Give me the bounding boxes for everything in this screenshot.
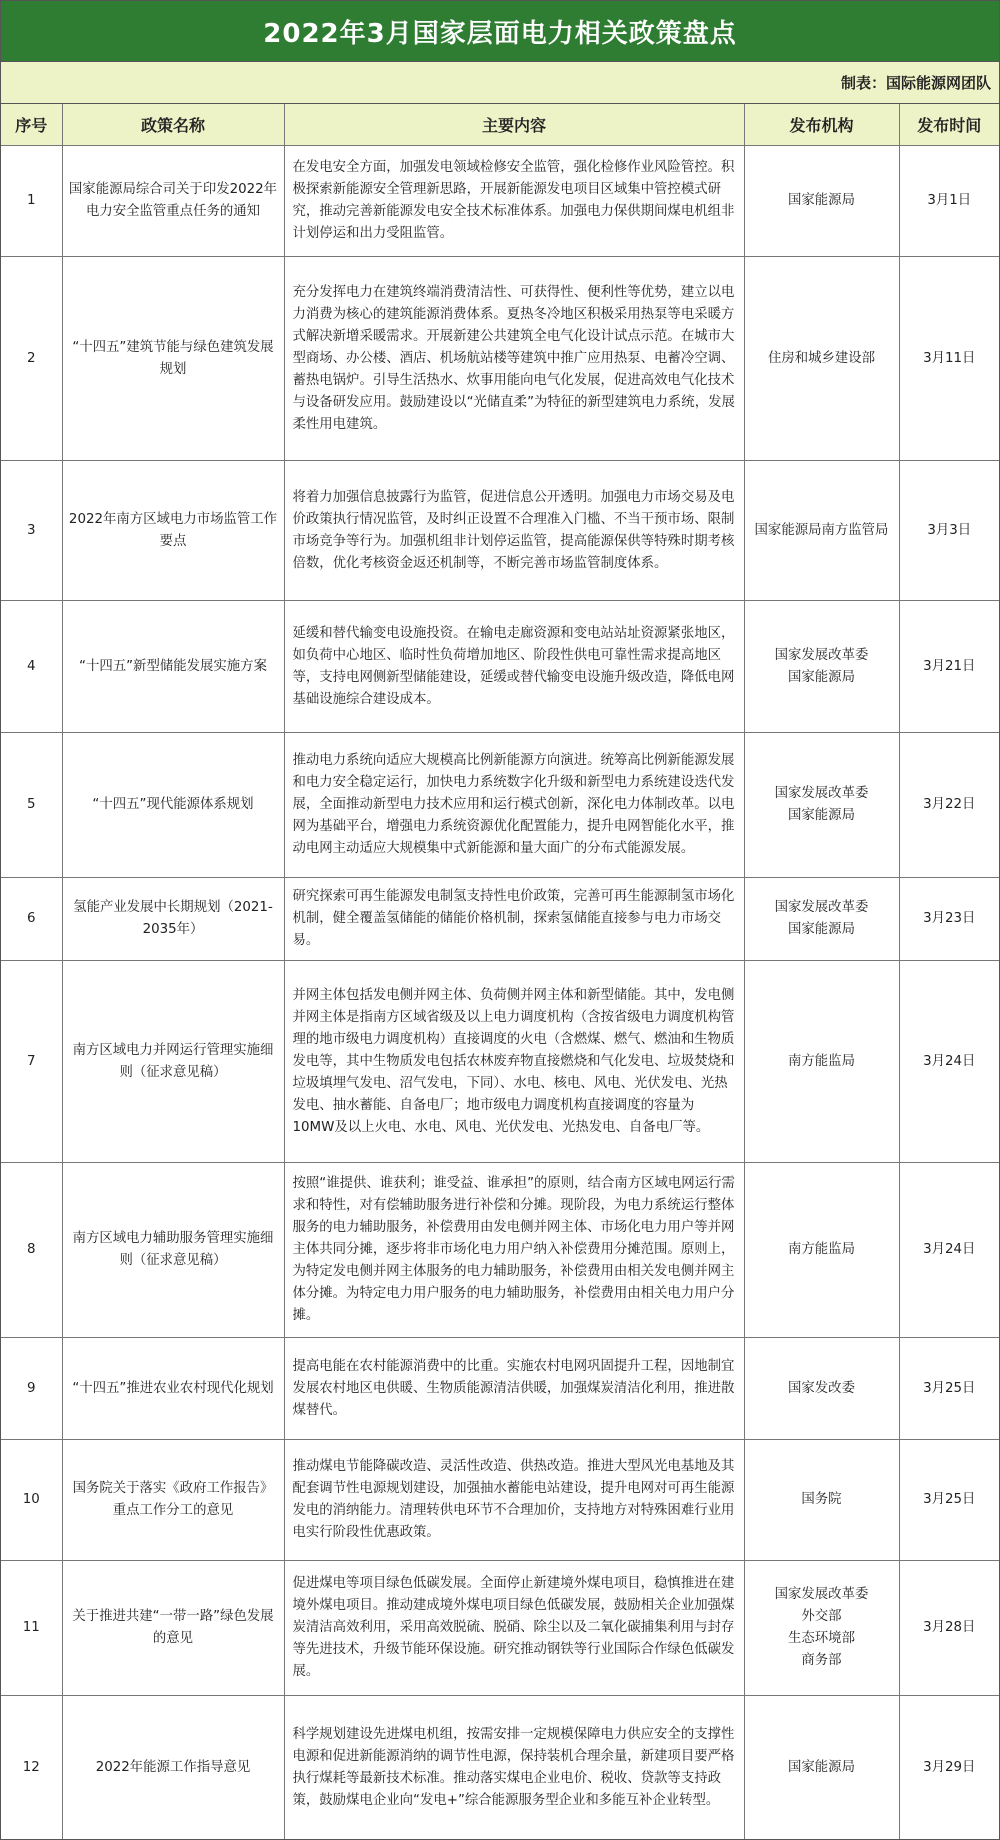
publishing-org [744,878,899,961]
policy-content: 科学规划建设先进煤电机组，按需安排一定规模保障电力供应安全的支撑性电源和促进新能源消纳的调节性电源，保持装机合理余量，新建项目要严格执行煤耗等最新技术标准。推动落实煤电企业电价、税收、贷款等支持政策，鼓励煤电企业向“发电+”综合能源服务型企业和多能互补企业转型。 [284,1696,744,1840]
org-name: 南方能监局 [788,1053,855,1069]
row-index: 7 [1,961,62,1163]
policy-content: 并网主体包括发电侧并网主体、负荷侧并网主体和新型储能。其中，发电侧并网主体是指南方区域省级及以上电力调度机构（含按省级电力调度机构管理的地市级电力调度机构）直接调度的火电（含燃煤、燃气、燃油和生物质发电等，其中生物质发电包括农林废弃物直接燃烧和气化发电、垃圾焚烧和垃圾填埋气发电、沼气发电，下同）、水电、核电、风电、光伏发电、光热发电、抽水蓄能、自备电厂；地市级电力调度机构直接调度的容量为10MW及以上火电、水电、风电、光伏发电、光热发电、自备电厂等。 [284,961,744,1163]
org-name: 国家发展改革委 [774,647,869,663]
policy-content: 按照“谁提供、谁获利；谁受益、谁承担”的原则，结合南方区域电网运行需求和特性，对有偿辅助服务进行补偿和分摊。现阶段，为电力系统运行整体服务的电力辅助服务，补偿费用由发电侧并网主体、市场化电力用户等并网主体共同分摊，逐步将非市场化电力用户纳入补偿费用分摊范围。原则上，为特定发电侧并网主体服务的电力辅助服务，补偿费用由相关发电侧并网主体分摊。为特定电力用户服务的电力辅助服务，补偿费用由相关电力用户分摊。 [284,1163,744,1338]
publishing-org [744,461,899,601]
table-row [1,733,999,878]
policy-content: 充分发挥电力在建筑终端消费清洁性、可获得性、便利性等优势，建立以电力消费为核心的建筑能源消费体系。夏热冬冷地区积极采用热泵等电采暖方式解决新增采暖需求。开展新建公共建筑全电气化设计试点示范。在城市大型商场、办公楼、酒店、机场航站楼等建筑中推广应用热泵、电蓄冷空调、蓄热电锅炉。引导生活热水、炊事用能向电气化发展，促进高效电气化技术与设备研发应用。鼓励建设以“光储直柔”为特征的新型建筑电力系统，发展柔性用电建筑。 [284,257,744,461]
policy-content: 推动电力系统向适应大规模高比例新能源方向演进。统筹高比例新能源发展和电力安全稳定运行，加快电力系统数字化升级和新型电力系统建设迭代发展，全面推动新型电力技术应用和运行模式创新，深化电力体制改革。以电网为基础平台，增强电力系统资源优化配置能力，提升电网智能化水平，推动电网主动适应大规模集中式新能源和量大面广的分布式能源发展。 [284,733,744,878]
header-content: 主要内容 [284,104,744,146]
publish-date: 3月23日 [899,878,999,961]
policy-content: 将着力加强信息披露行为监管，促进信息公开透明。加强电力市场交易及电价政策执行情况监管，及时纠正设置不合理准入门槛、不当干预市场、限制市场竞争等行为。加强机组非计划停运监管，提高能源保供等特殊时期考核倍数，优化考核资金返还机制等，不断完善市场监管制度体系。 [284,461,744,601]
row-index: 3 [1,461,62,601]
table-body [1,146,999,1840]
org-name: 国务院 [801,1492,842,1507]
row-index: 10 [1,1440,62,1561]
policy-name: 国家能源局综合司关于印发2022年电力安全监管重点任务的通知 [62,146,284,257]
table-row [1,461,999,601]
org-name: 国家发展改革委 [774,1587,869,1602]
publishing-org [744,1696,899,1840]
policy-name: 氢能产业发展中长期规划（2021-2035年） [62,878,284,961]
policy-content: 研究探索可再生能源发电制氢支持性电价政策，完善可再生能源制氢市场化机制，健全覆盖氢储能的储能价格机制，探索氢储能直接参与电力市场交易。 [284,878,744,961]
row-index: 2 [1,257,62,461]
publish-date: 3月28日 [899,1561,999,1696]
row-index: 5 [1,733,62,878]
policy-content: 在发电安全方面，加强发电领域检修安全监管，强化检修作业风险管控。积极探索新能源安全管理新思路，开展新能源发电项目区域集中管控模式研究，推动完善新能源发电安全技术标准体系。加强电力保供期间煤电机组非计划停运和出力受阻监管。 [284,146,744,257]
policy-name: “十四五”新型储能发展实施方案 [62,601,284,733]
publish-date: 3月11日 [899,257,999,461]
table-row [1,961,999,1163]
org-name: 国家能源局 [788,193,855,208]
row-index: 6 [1,878,62,961]
table-row [1,1163,999,1338]
table-row [1,1440,999,1561]
policy-name: “十四五”推进农业农村现代化规划 [62,1338,284,1440]
publishing-org [744,1561,899,1696]
publishing-org [744,961,899,1163]
header-index: 序号 [1,104,62,146]
policy-content: 推动煤电节能降碳改造、灵活性改造、供热改造。推进大型风光电基地及其配套调节性电源规划建设，加强抽水蓄能电站建设，提升电网对可再生能源发电的消纳能力。清理转供电环节不合理加价，支持地方对特殊困难行业用电实行阶段性优惠政策。 [284,1440,744,1561]
policy-name: 南方区域电力辅助服务管理实施细则（征求意见稿） [62,1163,284,1338]
org-name: 国家能源局 [788,808,855,823]
table-row [1,878,999,961]
publish-date: 3月25日 [899,1338,999,1440]
policy-content: 促进煤电等项目绿色低碳发展。全面停止新建境外煤电项目，稳慎推进在建境外煤电项目。推动建成境外煤电项目绿色低碳发展，鼓励相关企业加强煤炭清洁高效利用，采用高效脱硫、脱硝、除尘以及二氧化碳捕集利用与封存等先进技术，升级节能环保设施。研究推动钢铁等行业国际合作绿色低碳发展。 [284,1561,744,1696]
policy-content: 提高电能在农村能源消费中的比重。实施农村电网巩固提升工程，因地制宜发展农村地区电供暖、生物质能源清洁供暖，加强煤炭清洁化利用，推进散煤替代。 [284,1338,744,1440]
policy-name: 2022年能源工作指导意见 [62,1696,284,1840]
table-header-row [1,104,999,146]
publish-date: 3月3日 [899,461,999,601]
publish-date: 3月21日 [899,601,999,733]
table-row [1,1561,999,1696]
publishing-org [744,146,899,257]
row-index: 12 [1,1696,62,1840]
policy-name: 南方区域电力并网运行管理实施细则（征求意见稿） [62,961,284,1163]
publish-date: 3月1日 [899,146,999,257]
org-name: 生态环境部 [788,1631,855,1646]
row-index: 1 [1,146,62,257]
org-name: 国家能源局南方监管局 [754,522,889,538]
org-name: 商务部 [801,1653,842,1668]
table-row [1,601,999,733]
table-maker-credit: 制表：国际能源网团队 [1,62,999,104]
org-name: 国家发展改革委 [774,900,869,915]
policy-name: 关于推进共建“一带一路”绿色发展的意见 [62,1561,284,1696]
row-index: 9 [1,1338,62,1440]
org-name: 南方能监局 [788,1242,855,1257]
table-row [1,1338,999,1440]
table-row [1,1696,999,1840]
publish-date: 3月22日 [899,733,999,878]
policy-table [1,104,999,1840]
table-row [1,257,999,461]
publish-date: 3月24日 [899,961,999,1163]
org-name: 国家能源局 [788,1760,855,1775]
publish-date: 3月24日 [899,1163,999,1338]
policy-name: “十四五”建筑节能与绿色建筑发展规划 [62,257,284,461]
page-title: 2022年3月国家层面电力相关政策盘点 [1,1,999,62]
org-name: 国家能源局 [788,669,855,685]
row-index: 4 [1,601,62,733]
policy-name: 国务院关于落实《政府工作报告》重点工作分工的意见 [62,1440,284,1561]
publishing-org [744,1338,899,1440]
header-name: 政策名称 [62,104,284,146]
org-name: 外交部 [801,1609,842,1624]
policy-name: 2022年南方区域电力市场监管工作要点 [62,461,284,601]
publishing-org [744,601,899,733]
publishing-org [744,733,899,878]
publishing-org [744,1440,899,1561]
row-index: 8 [1,1163,62,1338]
header-org: 发布机构 [744,104,899,146]
header-date: 发布时间 [899,104,999,146]
row-index: 11 [1,1561,62,1696]
org-name: 国家能源局 [788,922,855,937]
policy-content: 延缓和替代输变电设施投资。在输电走廊资源和变电站站址资源紧张地区，如负荷中心地区、临时性负荷增加地区、阶段性供电可靠性需求提高地区等，支持电网侧新型储能建设，延缓或替代输变电设施升级改造，降低电网基础设施综合建设成本。 [284,601,744,733]
org-name: 国家发改委 [788,1380,855,1396]
publish-date: 3月29日 [899,1696,999,1840]
publish-date: 3月25日 [899,1440,999,1561]
org-name: 住房和城乡建设部 [767,350,876,366]
policy-name: “十四五”现代能源体系规划 [62,733,284,878]
org-name: 国家发展改革委 [774,786,869,801]
table-row [1,146,999,257]
publishing-org [744,257,899,461]
publishing-org [744,1163,899,1338]
